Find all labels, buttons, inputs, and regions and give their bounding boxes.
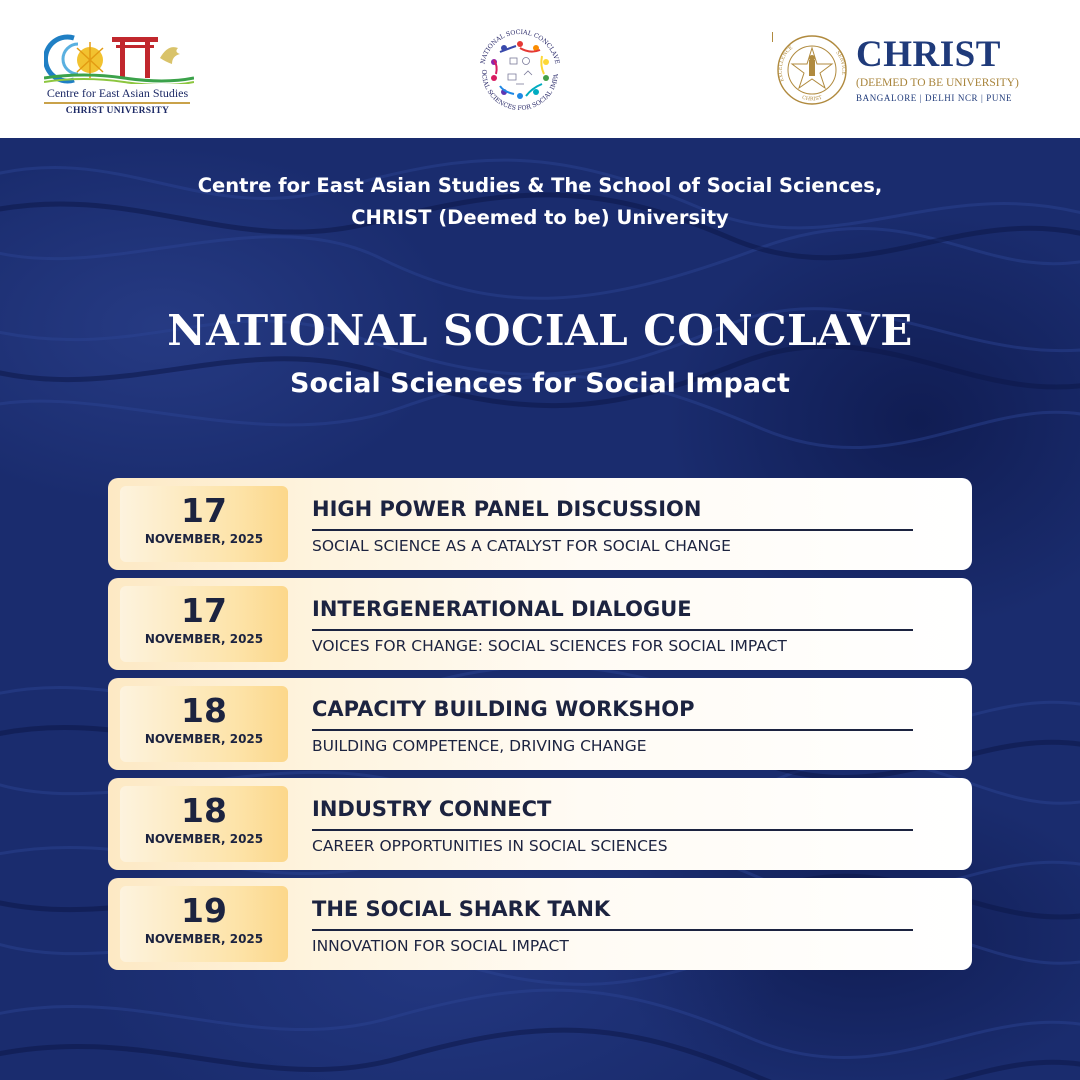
event-card-title: INTERGENERATIONAL DIALOGUE bbox=[312, 597, 692, 621]
event-card bbox=[108, 878, 972, 970]
event-card-divider bbox=[312, 729, 913, 731]
event-card bbox=[108, 678, 972, 770]
date-badge bbox=[120, 886, 288, 962]
event-title: NATIONAL SOCIAL CONCLAVE bbox=[167, 306, 913, 355]
christ-university-logo bbox=[772, 30, 1022, 116]
event-card bbox=[108, 578, 972, 670]
seal-word-christ: CHRIST bbox=[801, 94, 823, 103]
header-bar bbox=[0, 0, 1080, 138]
event-card-subtitle: VOICES FOR CHANGE: SOCIAL SCIENCES FOR SOCIAL IMPACT bbox=[312, 637, 787, 655]
ceas-logo bbox=[40, 28, 200, 114]
logo-divider bbox=[772, 32, 773, 42]
date-day: 18 bbox=[181, 791, 227, 830]
event-card-divider bbox=[312, 529, 913, 531]
christ-university-seal-icon bbox=[774, 30, 850, 110]
date-badge bbox=[120, 486, 288, 562]
event-card-divider bbox=[312, 629, 913, 631]
date-month: NOVEMBER, 2025 bbox=[144, 732, 264, 746]
date-day: 17 bbox=[181, 491, 227, 530]
ceas-logo-divider bbox=[44, 102, 190, 104]
organizers-line-2: CHRIST (Deemed to be) University bbox=[351, 206, 729, 229]
event-card-title: INDUSTRY CONNECT bbox=[312, 797, 552, 821]
event-card-subtitle: INNOVATION FOR SOCIAL IMPACT bbox=[312, 937, 569, 955]
christ-campuses: BANGALORE | DELHI NCR | PUNE bbox=[856, 93, 1013, 103]
svg-text:EXCELLENCE bbox=[778, 45, 795, 83]
seal-word-service: SERVICE bbox=[834, 49, 847, 76]
date-month: NOVEMBER, 2025 bbox=[144, 632, 264, 646]
event-card-divider bbox=[312, 829, 913, 831]
organizers bbox=[0, 170, 1080, 234]
national-social-conclave-emblem-icon bbox=[470, 20, 570, 120]
date-month: NOVEMBER, 2025 bbox=[144, 932, 264, 946]
emblem-ring-bottom-text: OCIAL SCIENCES FOR SOCIAL IMPA bbox=[480, 69, 560, 113]
organizers-line-1: Centre for East Asian Studies & The School of Social Sciences, bbox=[197, 174, 883, 197]
ceas-logo-university: CHRIST UNIVERSITY bbox=[65, 106, 170, 116]
event-card-divider bbox=[312, 929, 913, 931]
date-badge bbox=[120, 786, 288, 862]
event-card-title: THE SOCIAL SHARK TANK bbox=[312, 897, 611, 921]
event-card-title: CAPACITY BUILDING WORKSHOP bbox=[312, 697, 695, 721]
date-day: 18 bbox=[181, 691, 227, 730]
emblem-ring-top-text: NATIONAL SOCIAL CONCLAVE bbox=[479, 28, 561, 65]
event-card bbox=[108, 778, 972, 870]
christ-wordmark: CHRIST bbox=[856, 34, 1001, 75]
event-card-subtitle: SOCIAL SCIENCE AS A CATALYST FOR SOCIAL CHANGE bbox=[312, 537, 731, 555]
event-card-subtitle: BUILDING COMPETENCE, DRIVING CHANGE bbox=[312, 737, 647, 755]
christ-deemed-label: (DEEMED TO BE UNIVERSITY) bbox=[856, 77, 1019, 89]
svg-text:NATIONAL SOCIAL CONCLAVE bbox=[479, 29, 560, 65]
svg-text:CHRIST bbox=[801, 95, 823, 103]
date-badge bbox=[120, 686, 288, 762]
event-subtitle: Social Sciences for Social Impact bbox=[290, 368, 790, 399]
date-month: NOVEMBER, 2025 bbox=[144, 832, 264, 846]
event-card-title: HIGH POWER PANEL DISCUSSION bbox=[312, 497, 702, 521]
ceas-logo-icon bbox=[44, 28, 194, 84]
ceas-logo-name: Centre for East Asian Studies bbox=[46, 86, 189, 100]
seal-word-excellence: EXCELLENCE bbox=[777, 44, 795, 83]
conclave-emblem bbox=[470, 20, 570, 120]
date-day: 17 bbox=[181, 591, 227, 630]
event-card-subtitle: CAREER OPPORTUNITIES IN SOCIAL SCIENCES bbox=[312, 837, 668, 855]
date-day: 19 bbox=[181, 891, 227, 930]
event-card bbox=[108, 478, 972, 570]
date-month: NOVEMBER, 2025 bbox=[144, 532, 264, 546]
date-badge bbox=[120, 586, 288, 662]
